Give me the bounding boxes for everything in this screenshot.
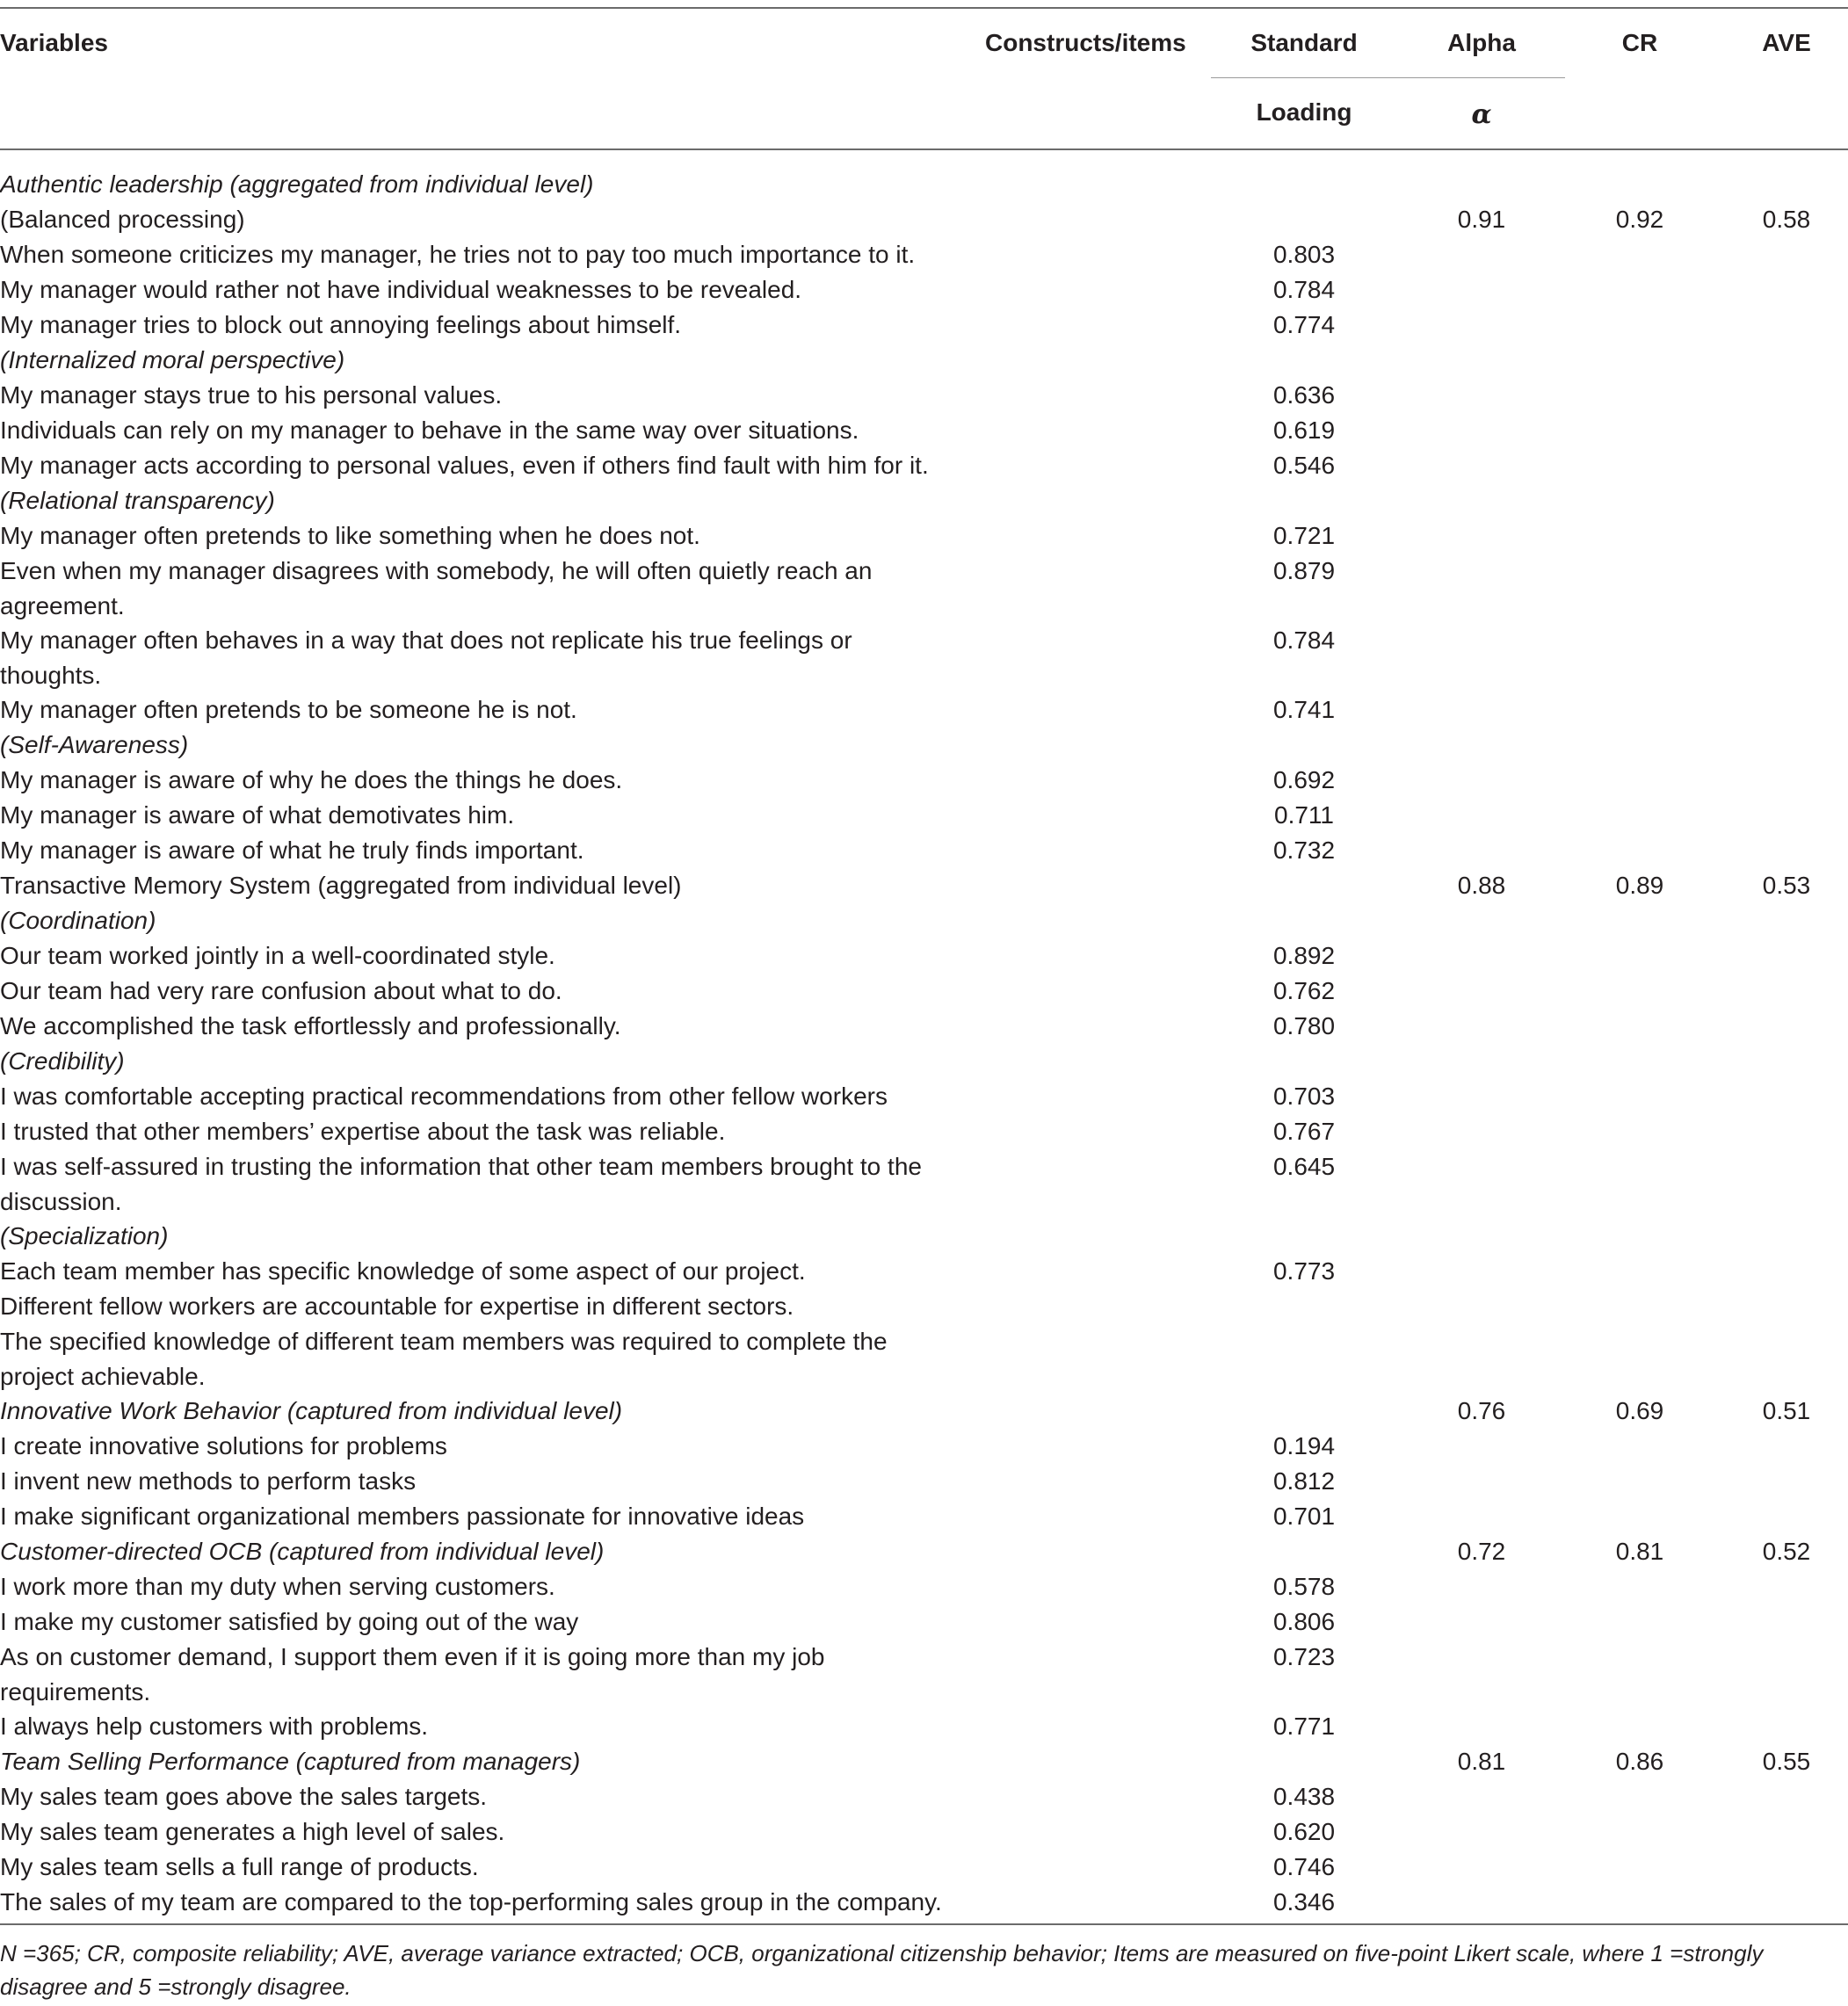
item-text: My manager acts according to personal values, even if others find fault with him for it.	[0, 452, 929, 479]
item-text: Team Selling Performance (captured from managers)	[0, 1748, 581, 1775]
item-text: Innovative Work Behavior (captured from individual level)	[0, 1397, 623, 1424]
table-row	[0, 308, 1848, 343]
item-text: I create innovative solutions for problems	[0, 1432, 447, 1459]
item-text: The sales of my team are compared to the top-performing sales group in the company.	[0, 1888, 942, 1915]
item-text: Even when my manager disagrees with somebody, he will often quietly reach an agreement.	[0, 557, 873, 619]
loading-value: 0.812	[1272, 1467, 1336, 1495]
table-row	[0, 448, 1848, 483]
alpha-value: 0.91	[1457, 206, 1506, 233]
loading-value: 0.645	[1272, 1153, 1336, 1180]
cr-value: 0.81	[1615, 1538, 1664, 1565]
alpha-value: 0.88	[1457, 872, 1506, 899]
item-text: My manager often behaves in a way that does not replicate his true feelings or thoughts.	[0, 626, 852, 689]
item-text: As on customer demand, I support them even if it is going more than my job requirements.	[0, 1643, 825, 1705]
item-text: When someone criticizes my manager, he tries not to pay too much importance to it.	[0, 241, 916, 268]
loading-value: 0.703	[1272, 1083, 1336, 1110]
item-text: I make my customer satisfied by going out of the way	[0, 1608, 579, 1635]
loading-value: 0.774	[1272, 311, 1336, 338]
header-loading: Loading	[1256, 98, 1352, 126]
loading-value: 0.636	[1272, 381, 1336, 409]
table-row	[0, 1044, 1848, 1079]
item-text: My manager often pretends to like something when he does not.	[0, 522, 700, 549]
table-row	[0, 1850, 1848, 1885]
table-row	[0, 1709, 1848, 1744]
header-subrule	[1211, 77, 1565, 78]
loading-value: 0.692	[1272, 766, 1336, 793]
table-row	[0, 413, 1848, 448]
item-text: I invent new methods to perform tasks	[0, 1467, 417, 1495]
table-row	[0, 1779, 1848, 1814]
item-text: Our team had very rare confusion about what to do.	[0, 977, 562, 1004]
table-row	[0, 868, 1848, 903]
header-alpha: Alpha	[1447, 29, 1516, 56]
table-row	[0, 272, 1848, 308]
table-row	[0, 974, 1848, 1009]
table-row	[0, 1569, 1848, 1604]
loading-value: 0.773	[1272, 1257, 1336, 1285]
loading-value: 0.746	[1272, 1853, 1336, 1880]
loading-value: 0.806	[1272, 1608, 1336, 1635]
item-text: My manager is aware of what demotivates him.	[0, 801, 515, 829]
table-row	[0, 938, 1848, 974]
table-body	[0, 167, 1848, 1920]
table-row	[0, 692, 1848, 728]
loading-value: 0.732	[1272, 836, 1336, 864]
item-text: Transactive Memory System (aggregated from individual level)	[0, 872, 682, 899]
top-rule	[0, 7, 1848, 9]
loading-value: 0.438	[1272, 1783, 1336, 1810]
header-variables: Variables	[0, 29, 108, 56]
loading-value: 0.892	[1272, 942, 1336, 969]
loading-value: 0.771	[1272, 1713, 1336, 1740]
loading-value: 0.194	[1272, 1432, 1336, 1459]
table-row	[0, 1534, 1848, 1569]
item-text: I always help customers with problems.	[0, 1713, 429, 1740]
item-text: I make significant organizational members passionate for innovative ideas	[0, 1503, 805, 1530]
table-row	[0, 1885, 1848, 1920]
cr-value: 0.86	[1615, 1748, 1664, 1775]
ave-value: 0.58	[1762, 206, 1811, 233]
table-row	[0, 1114, 1848, 1149]
ave-value: 0.52	[1762, 1538, 1811, 1565]
item-text: (Coordination)	[0, 907, 156, 934]
item-text: The specified knowledge of different team members was required to complete the project achievable.	[0, 1328, 888, 1390]
loading-value: 0.803	[1272, 241, 1336, 268]
loading-value: 0.784	[1272, 276, 1336, 303]
item-text: I trusted that other members’ expertise about the task was reliable.	[0, 1118, 726, 1145]
item-text: Authentic leadership (aggregated from individual level)	[0, 170, 594, 198]
loading-value: 0.711	[1274, 801, 1334, 829]
loading-value: 0.721	[1272, 522, 1336, 549]
table-row	[0, 833, 1848, 868]
table-row	[0, 483, 1848, 518]
item-text: My sales team generates a high level of sales.	[0, 1818, 505, 1845]
table-row	[0, 1429, 1848, 1464]
loading-value: 0.346	[1272, 1888, 1336, 1915]
item-text: Customer-directed OCB (captured from individual level)	[0, 1538, 605, 1565]
table-row	[0, 554, 1848, 623]
item-text: My manager stays true to his personal values.	[0, 381, 503, 409]
item-text: (Credibility)	[0, 1047, 125, 1075]
table-row	[0, 1254, 1848, 1289]
ave-value: 0.51	[1762, 1397, 1811, 1424]
item-text: Our team worked jointly in a well-coordinated style.	[0, 942, 555, 969]
loading-value: 0.767	[1272, 1118, 1336, 1145]
table-row	[0, 763, 1848, 798]
table-row	[0, 1744, 1848, 1779]
ave-value: 0.55	[1762, 1748, 1811, 1775]
loading-value: 0.780	[1272, 1012, 1336, 1039]
alpha-value: 0.81	[1457, 1748, 1506, 1775]
table-row	[0, 167, 1848, 202]
item-text: (Internalized moral perspective)	[0, 346, 345, 373]
table-row	[0, 1499, 1848, 1534]
table-row	[0, 1009, 1848, 1044]
table-row	[0, 202, 1848, 237]
item-text: My manager tries to block out annoying feelings about himself.	[0, 311, 682, 338]
item-text: I work more than my duty when serving customers.	[0, 1573, 555, 1600]
item-text: My manager is aware of what he truly finds important.	[0, 836, 584, 864]
table-row	[0, 1814, 1848, 1850]
header-ave: AVE	[1762, 29, 1811, 56]
table-row	[0, 1324, 1848, 1394]
item-text: We accomplished the task effortlessly and professionally.	[0, 1012, 621, 1039]
bottom-rule	[0, 1923, 1848, 1925]
loading-value: 0.578	[1272, 1573, 1336, 1600]
table-row	[0, 1149, 1848, 1219]
item-text: (Relational transparency)	[0, 487, 275, 514]
header-constructs: Constructs/items	[985, 29, 1186, 56]
table-row	[0, 903, 1848, 938]
loading-value: 0.701	[1272, 1503, 1336, 1530]
item-text: (Balanced processing)	[0, 206, 245, 233]
loading-value: 0.619	[1272, 416, 1336, 444]
item-text: Individuals can rely on my manager to behave in the same way over situations.	[0, 416, 859, 444]
table-row	[0, 1464, 1848, 1499]
item-text: (Self-Awareness)	[0, 731, 189, 758]
loading-value: 0.741	[1272, 696, 1336, 723]
item-text: Different fellow workers are accountable for expertise in different sectors.	[0, 1293, 794, 1320]
loading-value: 0.723	[1272, 1643, 1336, 1670]
cr-value: 0.69	[1615, 1397, 1664, 1424]
item-text: My manager often pretends to be someone he is not.	[0, 696, 577, 723]
table-row	[0, 518, 1848, 554]
table-row	[0, 378, 1848, 413]
cr-value: 0.89	[1615, 872, 1664, 899]
header-bottom-rule	[0, 148, 1848, 150]
header-standard: Standard	[1250, 29, 1358, 56]
alpha-value: 0.72	[1457, 1538, 1506, 1565]
item-text: I was self-assured in trusting the information that other team members brought to the discussion.	[0, 1153, 922, 1215]
table-row	[0, 728, 1848, 763]
item-text: I was comfortable accepting practical recommendations from other fellow workers	[0, 1083, 888, 1110]
table-row	[0, 623, 1848, 692]
loading-value: 0.546	[1272, 452, 1336, 479]
table-row	[0, 798, 1848, 833]
header-cr: CR	[1621, 29, 1658, 56]
item-text: (Specialization)	[0, 1222, 169, 1249]
loading-value: 0.762	[1272, 977, 1336, 1004]
table-row	[0, 237, 1848, 272]
alpha-value: 0.76	[1457, 1397, 1506, 1424]
item-text: My manager would rather not have individual weaknesses to be revealed.	[0, 276, 802, 303]
item-text: My sales team goes above the sales targets.	[0, 1783, 488, 1810]
item-text: Each team member has specific knowledge of some aspect of our project.	[0, 1257, 806, 1285]
table-footnote: N =365; CR, composite reliability; AVE, average variance extracted; OCB, organizational citizenship behavior; Items are measured on five-point Likert scale, where 1 =strongly disagree and 5 =strongly disagree.	[0, 1940, 1764, 2000]
table-row	[0, 1219, 1848, 1254]
table-row	[0, 1640, 1848, 1709]
cr-value: 0.92	[1615, 206, 1664, 233]
table-row	[0, 1604, 1848, 1640]
loading-value: 0.784	[1272, 626, 1336, 654]
table-row	[0, 1289, 1848, 1324]
header-alpha-symbol: α	[1471, 99, 1492, 130]
loading-value: 0.879	[1272, 557, 1336, 584]
item-text: My sales team sells a full range of products.	[0, 1853, 479, 1880]
loading-value: 0.620	[1272, 1818, 1336, 1845]
table-row	[0, 1394, 1848, 1429]
ave-value: 0.53	[1762, 872, 1811, 899]
table-row	[0, 1079, 1848, 1114]
table-row	[0, 343, 1848, 378]
item-text: My manager is aware of why he does the things he does.	[0, 766, 623, 793]
